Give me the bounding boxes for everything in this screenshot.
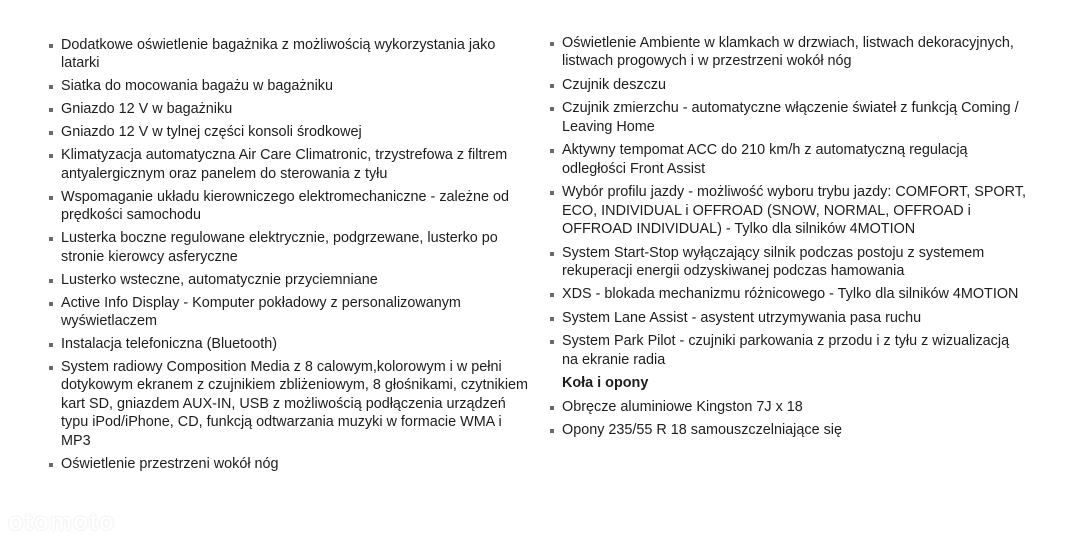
list-item: System Lane Assist - asystent utrzymywania pasa ruchu (549, 309, 1029, 327)
feature-list-left (48, 36, 534, 473)
list-item: Czujnik deszczu (549, 76, 1029, 94)
list-item: Oświetlenie przestrzeni wokół nóg (48, 455, 534, 473)
list-item: Wspomaganie układu kierowniczego elektromechaniczne - zależne od prędkości samochodu (48, 188, 534, 225)
list-item: Gniazdo 12 V w bagażniku (48, 100, 534, 118)
list-item: Dodatkowe oświetlenie bagażnika z możliwością wykorzystania jako latarki (48, 36, 534, 73)
list-item: Aktywny tempomat ACC do 210 km/h z automatyczną regulacją odległości Front Assist (549, 141, 1029, 178)
left-column (48, 36, 534, 478)
list-item: Opony 235/55 R 18 samouszczelniające się (549, 421, 1029, 439)
list-item: Active Info Display - Komputer pokładowy z personalizowanym wyświetlaczem (48, 294, 534, 331)
list-item: Wybór profilu jazdy - możliwość wyboru trybu jazdy: COMFORT, SPORT, ECO, INDIVIDUAL i OFFROAD (SNOW, NORMAL, OFFROAD i OFFROAD INDIVIDUAL) - Tylko dla silników 4MOTION (549, 183, 1029, 238)
list-item: Oświetlenie Ambiente w klamkach w drzwiach, listwach dekoracyjnych, listwach progowych i w przestrzeni wokół nóg (549, 34, 1029, 71)
section-heading-wheels: Koła i opony (562, 375, 649, 392)
list-item: Siatka do mocowania bagażu w bagażniku (48, 77, 534, 95)
list-item: XDS - blokada mechanizmu różnicowego - Tylko dla silników 4MOTION (549, 285, 1029, 303)
list-item: System radiowy Composition Media z 8 calowym,kolorowym i w pełni dotykowym ekranem z czujnikiem zbliżeniowym, 8 głośnikami, czytnikiem kart SD, gniazdem AUX-IN, USB z możliwością podłączenia urządzeń typu iPod/iPhone, CD, funkcją odtwarzania muzyki w formacie WMA i MP3 (48, 358, 534, 450)
list-item: Obręcze aluminiowe Kingston 7J x 18 (549, 398, 1029, 416)
list-item: Klimatyzacja automatyczna Air Care Climatronic, trzystrefowa z filtrem antyalergicznym oraz panelem do sterowania z tyłu (48, 146, 534, 183)
list-item: Lusterko wsteczne, automatycznie przyciemniane (48, 271, 534, 289)
list-item: System Park Pilot - czujniki parkowania z przodu i z tyłu z wizualizacją na ekranie radia (549, 332, 1029, 369)
list-item: Czujnik zmierzchu - automatyczne włączenie świateł z funkcją Coming / Leaving Home (549, 99, 1029, 136)
list-item: System Start-Stop wyłączający silnik podczas postoju z systemem rekuperacji energii odzyskiwanej podczas hamowania (549, 244, 1029, 281)
feature-list-right (549, 34, 1029, 369)
watermark-logo: otomoto (8, 508, 115, 536)
feature-list-wheels (549, 398, 1029, 440)
list-item: Instalacja telefoniczna (Bluetooth) (48, 335, 534, 353)
list-item: Gniazdo 12 V w tylnej części konsoli środkowej (48, 123, 534, 141)
list-item: Lusterka boczne regulowane elektrycznie, podgrzewane, lusterko po stronie kierowcy asferyczne (48, 229, 534, 266)
right-column (549, 34, 1029, 445)
